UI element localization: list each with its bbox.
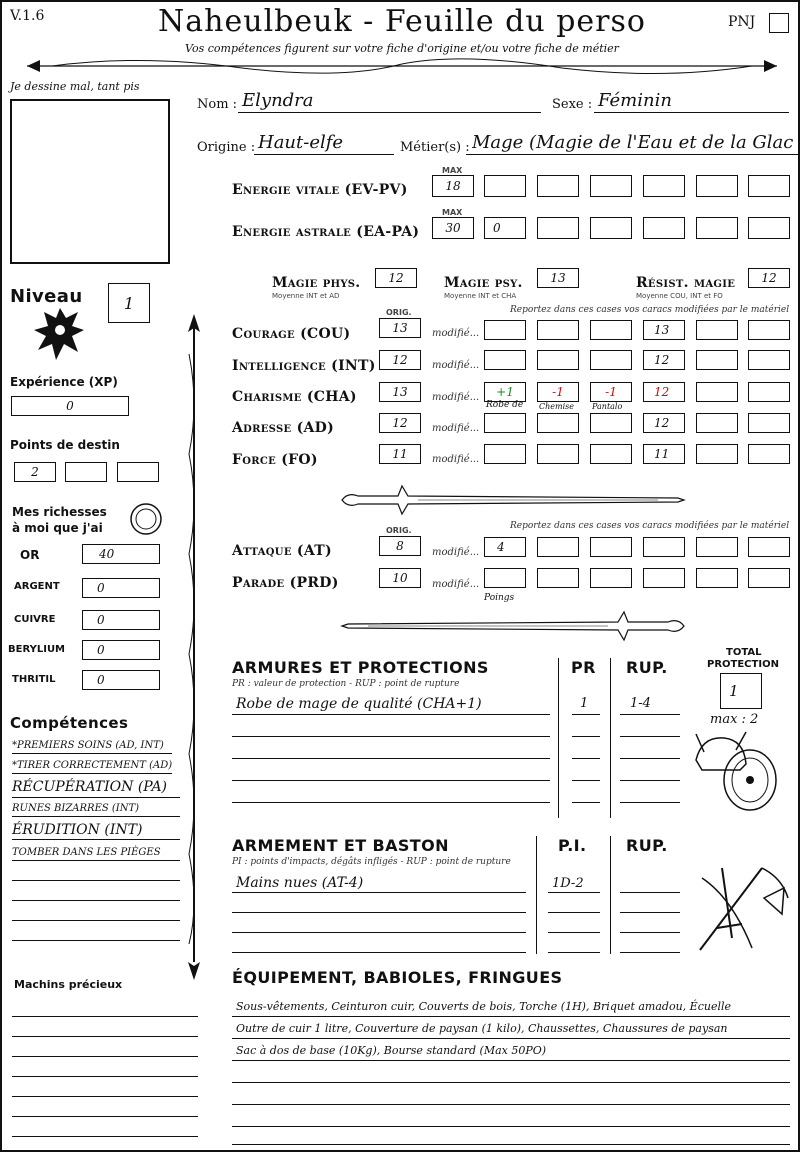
portrait-frame[interactable] xyxy=(10,99,170,264)
armures-sub: PR : valeur de protection - RUP : point de rupture xyxy=(232,679,460,689)
ev-box[interactable] xyxy=(537,175,579,197)
report-note: Reportez dans ces cases vos caracs modifiées par le matériel xyxy=(510,305,790,315)
adresse-mod-box[interactable]: 12 xyxy=(643,413,685,433)
parade-mod-box[interactable] xyxy=(696,568,738,588)
origine-value[interactable]: Haut-elfe xyxy=(258,132,344,153)
charisme-mod-box[interactable]: +1 xyxy=(484,382,526,402)
berylium-box[interactable]: 0 xyxy=(82,640,160,660)
ev-box[interactable] xyxy=(643,175,685,197)
xp-box[interactable]: 0 xyxy=(11,396,129,416)
equipement-title: ÉQUIPEMENT, BABIOLES, FRINGUES xyxy=(232,968,563,987)
intelligence-mod-box[interactable] xyxy=(484,350,526,370)
charisme-mod-box[interactable] xyxy=(748,382,790,402)
courage-mod-box[interactable] xyxy=(484,320,526,340)
metier-label: Métier(s) : xyxy=(400,140,470,155)
competences-title: Compétences xyxy=(10,714,129,732)
equipement-line[interactable]: Sac à dos de base (10Kg), Bourse standard (Max 50PO) xyxy=(236,1044,547,1057)
competence-item[interactable]: TOMBER DANS LES PIÈGES xyxy=(12,847,161,858)
parade-orig-box[interactable]: 10 xyxy=(379,568,421,588)
adresse-mod-box[interactable] xyxy=(696,413,738,433)
courage-mod-box[interactable] xyxy=(537,320,579,340)
cuivre-box[interactable]: 0 xyxy=(82,610,160,630)
ea-box[interactable] xyxy=(537,217,579,239)
charisme-mod-box[interactable] xyxy=(696,382,738,402)
cuivre-label: CUIVRE xyxy=(14,614,56,625)
competence-item[interactable]: *TIRER CORRECTEMENT (AD) xyxy=(12,760,173,771)
arme-pi[interactable]: 1D-2 xyxy=(552,876,584,891)
richesses-label: à moi que j'ai xyxy=(12,521,103,535)
modifie-label: modifié... xyxy=(432,328,480,339)
adresse-mod-box[interactable] xyxy=(748,413,790,433)
total-protection-label: PROTECTION xyxy=(707,659,779,670)
equipement-line[interactable]: Sous-vêtements, Ceinturon cuir, Couverts de bois, Torche (1H), Briquet amadou, Écuelle xyxy=(236,1000,731,1013)
thritil-label: THRITIL xyxy=(12,674,56,685)
force-mod-box[interactable] xyxy=(696,444,738,464)
destin-box[interactable] xyxy=(117,462,159,482)
machins-title: Machins précieux xyxy=(14,978,123,991)
charisme-mod-box[interactable]: 12 xyxy=(643,382,685,402)
destin-label: Points de destin xyxy=(10,438,120,452)
force-mod-box[interactable]: 11 xyxy=(643,444,685,464)
modifie-label: modifié... xyxy=(432,454,480,465)
force-label: Force (FO) xyxy=(232,452,318,468)
competence-item[interactable]: RÉCUPÉRATION (PA) xyxy=(12,779,168,795)
charisme-orig-box[interactable]: 13 xyxy=(379,382,421,402)
force-mod-box[interactable] xyxy=(590,444,632,464)
sword-icon xyxy=(338,482,688,518)
cha-note: Chemise xyxy=(539,402,574,411)
pnj-label: PNJ xyxy=(728,14,756,30)
armure-name[interactable]: Robe de mage de qualité (CHA+1) xyxy=(236,696,482,712)
rup-header: RUP. xyxy=(626,836,668,855)
dragon-icon xyxy=(32,304,88,366)
total-protection-box[interactable]: 1 xyxy=(720,673,762,709)
weapons-icon xyxy=(692,858,792,958)
courage-mod-box[interactable] xyxy=(590,320,632,340)
magie-phys-label: Magie phys. xyxy=(272,275,361,291)
force-mod-box[interactable] xyxy=(748,444,790,464)
protection-max: max : 2 xyxy=(710,712,759,727)
niveau-label: Niveau xyxy=(10,286,83,307)
magie-psy-sub: Moyenne INT et CHA xyxy=(444,292,517,300)
parade-mod-box[interactable] xyxy=(484,568,526,588)
ea-box[interactable] xyxy=(748,217,790,239)
ev-max-box[interactable]: 18 xyxy=(432,175,474,197)
courage-mod-box[interactable] xyxy=(748,320,790,340)
attaque-mod-box[interactable] xyxy=(748,537,790,557)
origine-label: Origine : xyxy=(197,140,256,155)
richesses-label: Mes richesses xyxy=(12,505,107,519)
armement-sub: PI : points d'impacts, dégâts infligés - RUP : point de rupture xyxy=(232,857,511,867)
sheet-title: Naheulbeuk - Feuille du perso xyxy=(158,4,646,39)
parade-mod-box[interactable] xyxy=(643,568,685,588)
intelligence-mod-box[interactable] xyxy=(748,350,790,370)
ea-max-label: MAX xyxy=(442,208,463,217)
destin-box[interactable]: 2 xyxy=(14,462,56,482)
argent-label: ARGENT xyxy=(14,581,60,592)
adresse-mod-box[interactable] xyxy=(590,413,632,433)
resist-magie-label: Résist. magie xyxy=(636,275,736,291)
charisme-label: Charisme (CHA) xyxy=(232,389,357,405)
ea-box[interactable] xyxy=(643,217,685,239)
sword-icon xyxy=(338,608,688,644)
attaque-mod-box[interactable]: 4 xyxy=(484,537,526,557)
attaque-mod-box[interactable] xyxy=(696,537,738,557)
poings-note: Poings xyxy=(484,593,515,603)
courage-mod-box[interactable] xyxy=(696,320,738,340)
force-mod-box[interactable] xyxy=(537,444,579,464)
ev-label: Energie vitale (EV-PV) xyxy=(232,182,408,198)
charisme-mod-box[interactable]: -1 xyxy=(590,382,632,402)
cha-note: Pantalo xyxy=(592,402,623,411)
adresse-mod-box[interactable] xyxy=(484,413,526,433)
attaque-mod-box[interactable] xyxy=(643,537,685,557)
modifie-label: modifié... xyxy=(432,547,480,558)
force-mod-box[interactable] xyxy=(484,444,526,464)
armures-title: ARMURES ET PROTECTIONS xyxy=(232,658,489,677)
intelligence-mod-box[interactable] xyxy=(537,350,579,370)
attaque-mod-box[interactable] xyxy=(537,537,579,557)
magie-psy-box[interactable]: 13 xyxy=(537,268,579,288)
intelligence-label: Intelligence (INT) xyxy=(232,358,376,374)
competence-item[interactable]: ÉRUDITION (INT) xyxy=(12,822,143,838)
berylium-label: BERYLIUM xyxy=(8,644,66,655)
ea-label: Energie astrale (EA-PA) xyxy=(232,224,420,240)
portrait-caption: Je dessine mal, tant pis xyxy=(10,80,140,93)
magie-phys-box[interactable]: 12 xyxy=(375,268,417,288)
armure-pr[interactable]: 1 xyxy=(580,696,589,711)
ev-box[interactable] xyxy=(748,175,790,197)
xp-label: Expérience (XP) xyxy=(10,375,118,389)
nom-value[interactable]: Elyndra xyxy=(242,90,314,111)
intelligence-mod-box[interactable] xyxy=(590,350,632,370)
coin-icon xyxy=(129,502,163,536)
parade-mod-box[interactable] xyxy=(537,568,579,588)
report-note: Reportez dans ces cases vos caracs modifiées par le matériel xyxy=(510,521,790,531)
ea-box[interactable] xyxy=(590,217,632,239)
parade-mod-box[interactable] xyxy=(590,568,632,588)
magie-phys-sub: Moyenne INT et AD xyxy=(272,292,340,300)
modifie-label: modifié... xyxy=(432,423,480,434)
or-label: OR xyxy=(20,548,40,562)
modifie-label: modifié... xyxy=(432,392,480,403)
armure-rup[interactable]: 1-4 xyxy=(630,696,651,711)
total-protection-label: TOTAL xyxy=(726,647,762,658)
helmet-shield-icon xyxy=(692,730,784,814)
version-label: V.1.6 xyxy=(10,8,45,24)
pr-header: PR xyxy=(571,658,596,677)
competence-item[interactable]: *PREMIERS SOINS (AD, INT) xyxy=(12,740,164,751)
pi-header: P.I. xyxy=(558,836,587,855)
sheet-subtitle: Vos compétences figurent sur votre fiche d'origine et/ou votre fiche de métier xyxy=(185,42,619,55)
force-orig-box[interactable]: 11 xyxy=(379,444,421,464)
pnj-checkbox[interactable] xyxy=(769,13,789,33)
attaque-label: Attaque (AT) xyxy=(232,543,332,559)
ea-box[interactable] xyxy=(696,217,738,239)
attaque-orig-box[interactable]: 8 xyxy=(379,536,421,556)
orig-label: ORIG. xyxy=(386,526,412,535)
metier-value[interactable]: Mage (Magie de l'Eau et de la Glac xyxy=(472,132,794,153)
parade-label: Parade (PRD) xyxy=(232,575,339,591)
orig-label: ORIG. xyxy=(386,308,412,317)
rup-header: RUP. xyxy=(626,658,668,677)
courage-mod-box[interactable]: 13 xyxy=(643,320,685,340)
or-box[interactable]: 40 xyxy=(82,544,160,564)
magie-psy-label: Magie psy. xyxy=(444,275,523,291)
cha-note: Robe de xyxy=(486,400,524,410)
sexe-value[interactable]: Féminin xyxy=(598,90,672,111)
intelligence-mod-box[interactable]: 12 xyxy=(643,350,685,370)
spear-icon xyxy=(183,314,205,980)
ea-max-box[interactable]: 30 xyxy=(432,217,474,239)
thritil-box[interactable]: 0 xyxy=(82,670,160,690)
ev-box[interactable] xyxy=(590,175,632,197)
destin-box[interactable] xyxy=(65,462,107,482)
resist-magie-box[interactable]: 12 xyxy=(748,268,790,288)
attaque-mod-box[interactable] xyxy=(590,537,632,557)
ev-box[interactable] xyxy=(696,175,738,197)
ornament-divider-icon xyxy=(22,54,782,78)
argent-box[interactable]: 0 xyxy=(82,578,160,598)
adresse-label: Adresse (AD) xyxy=(232,420,335,436)
arme-name[interactable]: Mains nues (AT-4) xyxy=(236,875,364,891)
armement-title: ARMEMENT ET BASTON xyxy=(232,836,449,855)
courage-label: Courage (COU) xyxy=(232,326,351,342)
ev-box[interactable] xyxy=(484,175,526,197)
intelligence-mod-box[interactable] xyxy=(696,350,738,370)
modifie-label: modifié... xyxy=(432,579,480,590)
parade-mod-box[interactable] xyxy=(748,568,790,588)
equipement-line[interactable]: Outre de cuir 1 litre, Couverture de paysan (1 kilo), Chaussettes, Chaussures de paysan xyxy=(236,1022,728,1035)
charisme-mod-box[interactable]: -1 xyxy=(537,382,579,402)
competence-item[interactable]: RUNES BIZARRES (INT) xyxy=(12,803,140,814)
sexe-label: Sexe : xyxy=(552,97,593,112)
nom-label: Nom : xyxy=(197,97,238,112)
resist-magie-sub: Moyenne COU, INT et FO xyxy=(636,292,723,300)
courage-orig-box[interactable]: 13 xyxy=(379,318,421,338)
adresse-orig-box[interactable]: 12 xyxy=(379,413,421,433)
niveau-box[interactable]: 1 xyxy=(108,283,150,323)
intelligence-orig-box[interactable]: 12 xyxy=(379,350,421,370)
ev-max-label: MAX xyxy=(442,166,463,175)
modifie-label: modifié... xyxy=(432,360,480,371)
ea-current-box[interactable]: 0 xyxy=(484,217,526,239)
adresse-mod-box[interactable] xyxy=(537,413,579,433)
